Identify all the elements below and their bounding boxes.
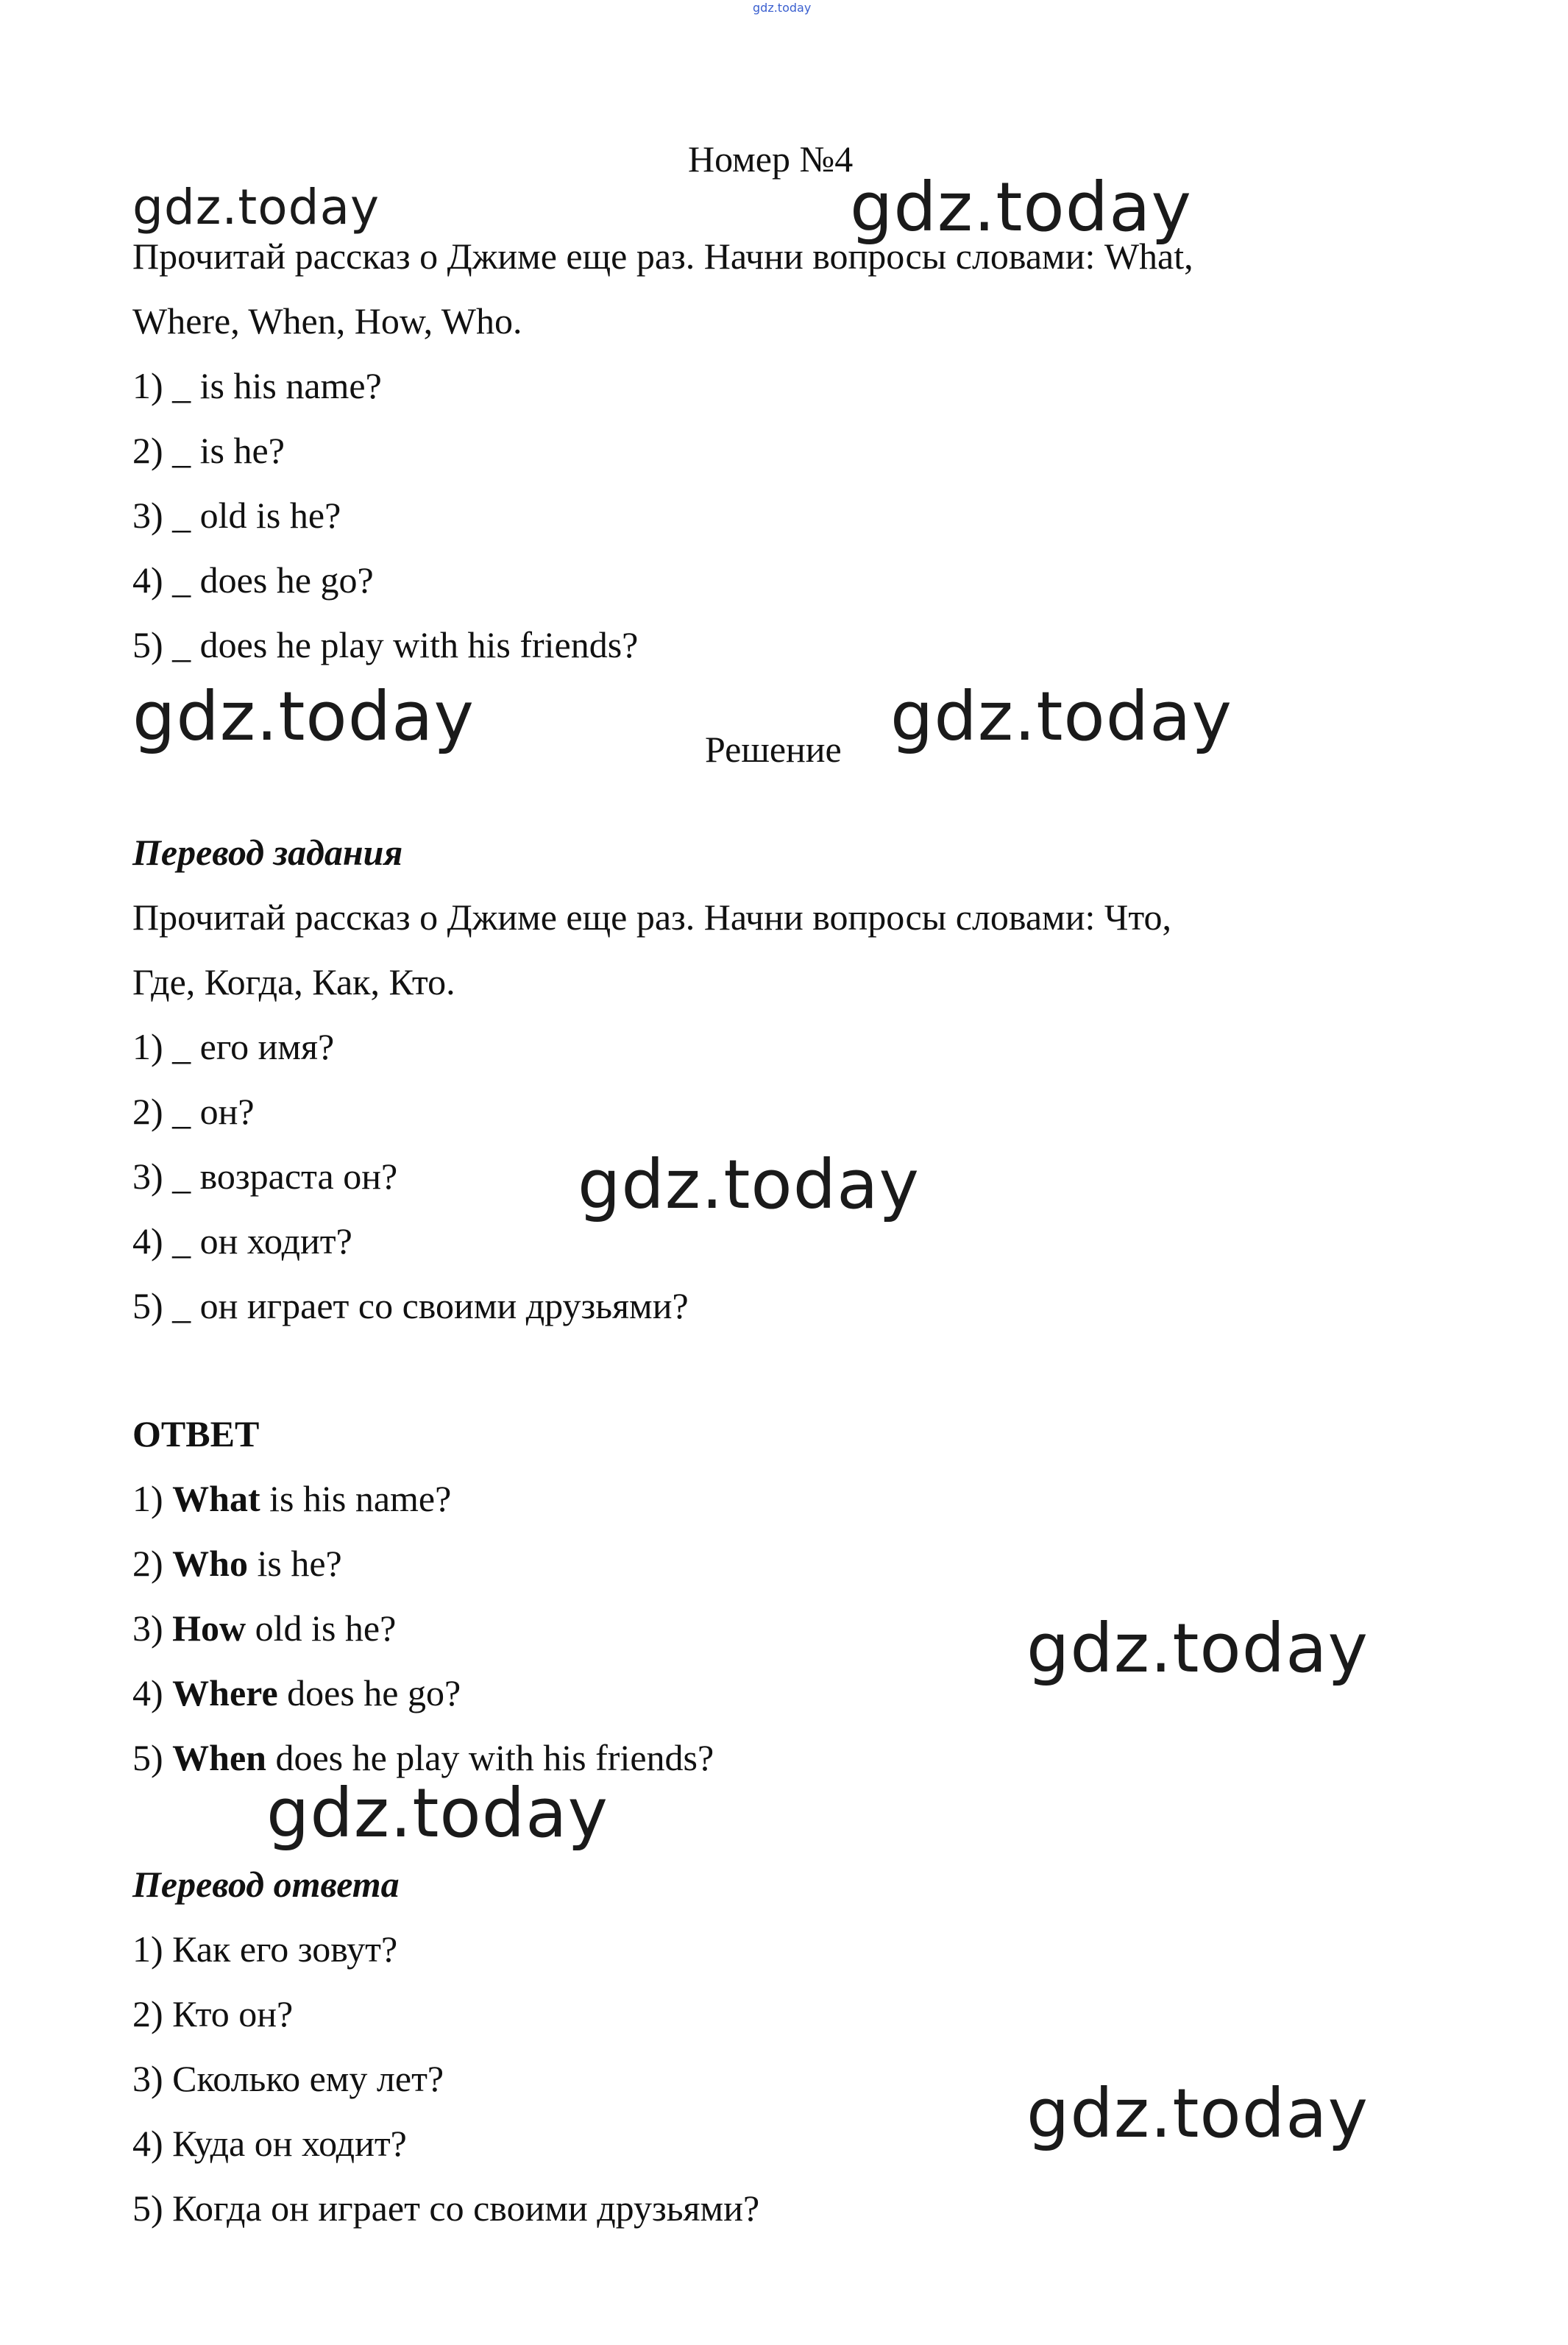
answer-item [132,1541,342,1585]
answer-number: 1) [132,1478,173,1519]
answer-item [132,1606,396,1650]
task-prompt: Where, When, How, Who. [132,300,522,342]
site-tag: gdz.today [753,1,812,15]
task-translation-heading: Перевод задания [132,832,403,873]
watermark-text: gdz.today [132,677,475,756]
task-translation-prompt: Где, Когда, Как, Кто. [132,961,455,1002]
task-prompt: Прочитай рассказ о Джиме еще раз. Начни вопросы словами: What, [132,236,1193,277]
answer-rest: old is he? [246,1607,397,1649]
answer-item [132,1671,461,1715]
answer-translation-item: 4) Куда он ходит? [132,2123,407,2164]
answer-question-word: Where [172,1672,278,1713]
answer-number: 5) [132,1737,173,1778]
solution-label: Решение [705,729,842,770]
watermark-text: gdz.today [890,677,1232,756]
watermark-text: gdz.today [132,179,380,236]
answer-question-word: How [172,1607,246,1649]
watermark-text: gdz.today [1026,1609,1369,1688]
answer-number: 2) [132,1543,173,1584]
answer-translation-heading: Перевод ответа [132,1864,400,1905]
answer-question-word: Who [172,1543,248,1584]
answer-number: 3) [132,1607,173,1649]
answer-translation-item: 2) Кто он? [132,1993,294,2034]
task-translation-item: 3) _ возраста он? [132,1156,398,1197]
answer-rest: is he? [247,1543,342,1584]
page-title: Номер №4 [688,138,854,180]
answer-item [132,1736,714,1780]
answer-question-word: What [172,1478,260,1519]
watermark-text: gdz.today [578,1145,920,1224]
task-item: 5) _ does he play with his friends? [132,624,639,665]
watermark-text: gdz.today [1026,2074,1369,2153]
task-translation-prompt: Прочитай рассказ о Джиме еще раз. Начни вопросы словами: Что, [132,896,1172,938]
task-item: 3) _ old is he? [132,495,341,536]
task-translation-item: 5) _ он играет со своими друзьями? [132,1285,689,1326]
answer-translation-item: 1) Как его зовут? [132,1928,398,1970]
task-translation-item: 4) _ он ходит? [132,1220,352,1262]
answer-translation-item: 5) Когда он играет со своими друзьями? [132,2187,760,2229]
task-translation-item: 1) _ его имя? [132,1026,335,1067]
answer-item [132,1476,451,1521]
answer-heading: ОТВЕТ [132,1413,260,1454]
answer-number: 4) [132,1672,173,1713]
task-item: 2) _ is he? [132,430,285,471]
answer-translation-item: 3) Сколько ему лет? [132,2058,444,2099]
watermark-text: gdz.today [266,1774,609,1853]
answer-rest: does he go? [277,1672,461,1713]
task-item: 1) _ is his name? [132,365,382,406]
answer-rest: does he play with his friends? [266,1737,714,1778]
watermark-text: gdz.today [850,168,1192,247]
task-item: 4) _ does he go? [132,559,374,601]
answer-rest: is his name? [260,1478,452,1519]
task-translation-item: 2) _ он? [132,1091,255,1132]
answer-question-word: When [172,1737,266,1778]
